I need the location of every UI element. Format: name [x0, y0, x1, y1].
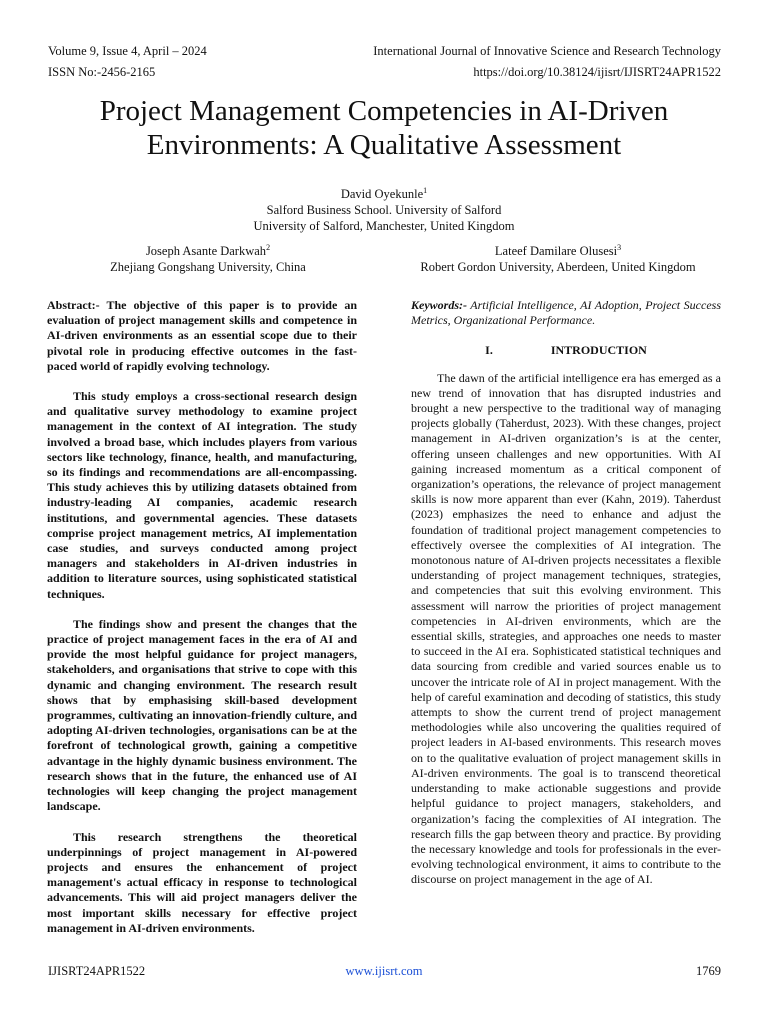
keywords-label: Keywords:-: [411, 298, 467, 312]
footer-website-wrap: [0, 964, 768, 979]
volume-info: Volume 9, Issue 4, April – 2024: [48, 44, 207, 58]
abstract-paragraph-2: This study employs a cross-sectional research design and qualitative survey methodology to examine project management in the context of AI integration. The study involved a broad base, which includes players from various sectors like technology, finance, health, and manufacturing, so its findings and recommendations are all-encompassing. This study achieves this by utilizing datasets obtained from industry-leading AI companies, academic research institutions, and governmental agencies. These datasets comprise project management metrics, AI implementation case studies, and surveys conducted among project managers and stakeholders in AI-driven industries in addition to literature sources, using sophisticated statistical techniques.: [47, 389, 357, 601]
footer-paper-code: IJISRT24APR1522: [48, 964, 146, 978]
abstract-paragraph-4: This research strengthens the theoretical underpinnings of project management in AI-powered projects and ensures the enhancement of project management's actual efficacy in response to technological advancements. This will aid project managers deliver the most important skills necessary for effective project management in AI-driven environments.: [47, 829, 357, 935]
author-2-affiliation: Zhejiang Gongshang University, China: [110, 260, 306, 274]
author-1-sup: 1: [423, 185, 428, 195]
abstract-paragraph-3: The findings show and present the changes that the practice of project management faces in the era of AI and provide the most helpful guidance for project managers, stakeholders, and organisations that strive to cope with this dynamic and changing environment. The research result shows that by emphasising skill-based development programmes, cultivating an innovation-friendly culture, and adopting AI-driven technologies, organisations can be at the forefront of technological growth, gaining a competitive advantage in the highly dynamic business environment. The research shows that in the future, the enhanced use of AI technologies will keep changing the project management landscape.: [47, 616, 357, 814]
author-1-affiliation-1: Salford Business School. University of Salford: [266, 203, 502, 217]
keywords-list: Artificial Intelligence, AI Adoption, Project Success Metrics, Organizational Performance.: [411, 298, 721, 328]
author-2-block: [58, 243, 358, 275]
author-3-name: Lateef Damilare Olusesi: [494, 244, 618, 258]
abstract-column: [47, 298, 357, 951]
author-2-name: Joseph Asante Darkwah: [145, 244, 267, 258]
issn: ISSN No:-2456-2165: [48, 65, 156, 79]
footer-website-link[interactable]: www.ijisrt.com: [345, 964, 423, 978]
title-line-2: Environments: A Qualitative Assessment: [146, 129, 622, 161]
section-number: I.: [485, 343, 493, 358]
right-column: [411, 298, 721, 903]
author-1-affiliation-2: University of Salford, Manchester, United Kingdom: [253, 219, 515, 233]
journal-name: International Journal of Innovative Science and Research Technology: [373, 44, 721, 58]
keywords: [411, 298, 721, 328]
title-line-1: Project Management Competencies in AI-Driven: [99, 95, 669, 127]
author-3-sup: 3: [617, 242, 622, 252]
section-heading: [411, 343, 721, 358]
author-2-sup: 2: [266, 242, 271, 252]
introduction-paragraph: The dawn of the artificial intelligence era has emerged as a new trend of innovation that has disrupted industries and brought a new perspective to the traditional way of managing projects globally (Taherdust, 2023). With these changes, project management in AI-driven organization’s is at the center, offering unseen challenges and new opportunities. With AI gaining increased momentum as a critical component of organization’s operations, the relevance of project management skills is now more apparent than ever (Kahn, 2019). Taherdust (2023) emphasizes the need to enhance and adjust the foundation of traditional project management competencies to effectively oversee the complexities of AI integration. The monotonous nature of AI-driven projects necessitates a flexible understanding of project management techniques, strategies, and competencies that suit this evolving environment. This assessment will narrow the priorities of project management competencies in AI-driven environments, which are the essential skills, strategies, and approaches one needs to master to succeed in the AI era. Sophisticated statistical techniques and data sourcing from credible and varied sources enable us to uncover the intricate role of AI in project management. With the help of careful examination and decoding of statistics, this study attempts to show the current trend of project management methodologies while also uncovering the qualities required of project leaders in AI-based environments. This research moves on to the qualitative evaluation of project management skills in AI-driven environments. The goal is to transcend theoretical understanding to make actionable suggestions and provide helpful guidance to project managers, stakeholders, and organization’s facing the complexities of AI integration. The research fills the gap between theory and practice. By providing the necessary knowledge and tools for professionals in the ever-evolving technological environment, it aims to contribute to the discourse on project management in the age of AI.: [411, 370, 721, 887]
footer-page-number: 1769: [696, 964, 721, 978]
section-title: INTRODUCTION: [550, 343, 647, 358]
author-1-block: [184, 186, 584, 234]
author-3-affiliation: Robert Gordon University, Aberdeen, United Kingdom: [420, 260, 696, 274]
paper-title: [30, 94, 738, 162]
abstract-paragraph-1: Abstract:- The objective of this paper is to provide an evaluation of project management skills and competence in AI-driven environments as an essential scope due to their pivotal role in producing effective outcomes in the fast-paced world of rapidly evolving technology.: [47, 298, 357, 373]
doi-link[interactable]: https://doi.org/10.38124/ijisrt/IJISRT24APR1522: [473, 65, 721, 79]
author-3-block: [398, 243, 718, 275]
author-1-name: David Oyekunle: [340, 187, 424, 201]
